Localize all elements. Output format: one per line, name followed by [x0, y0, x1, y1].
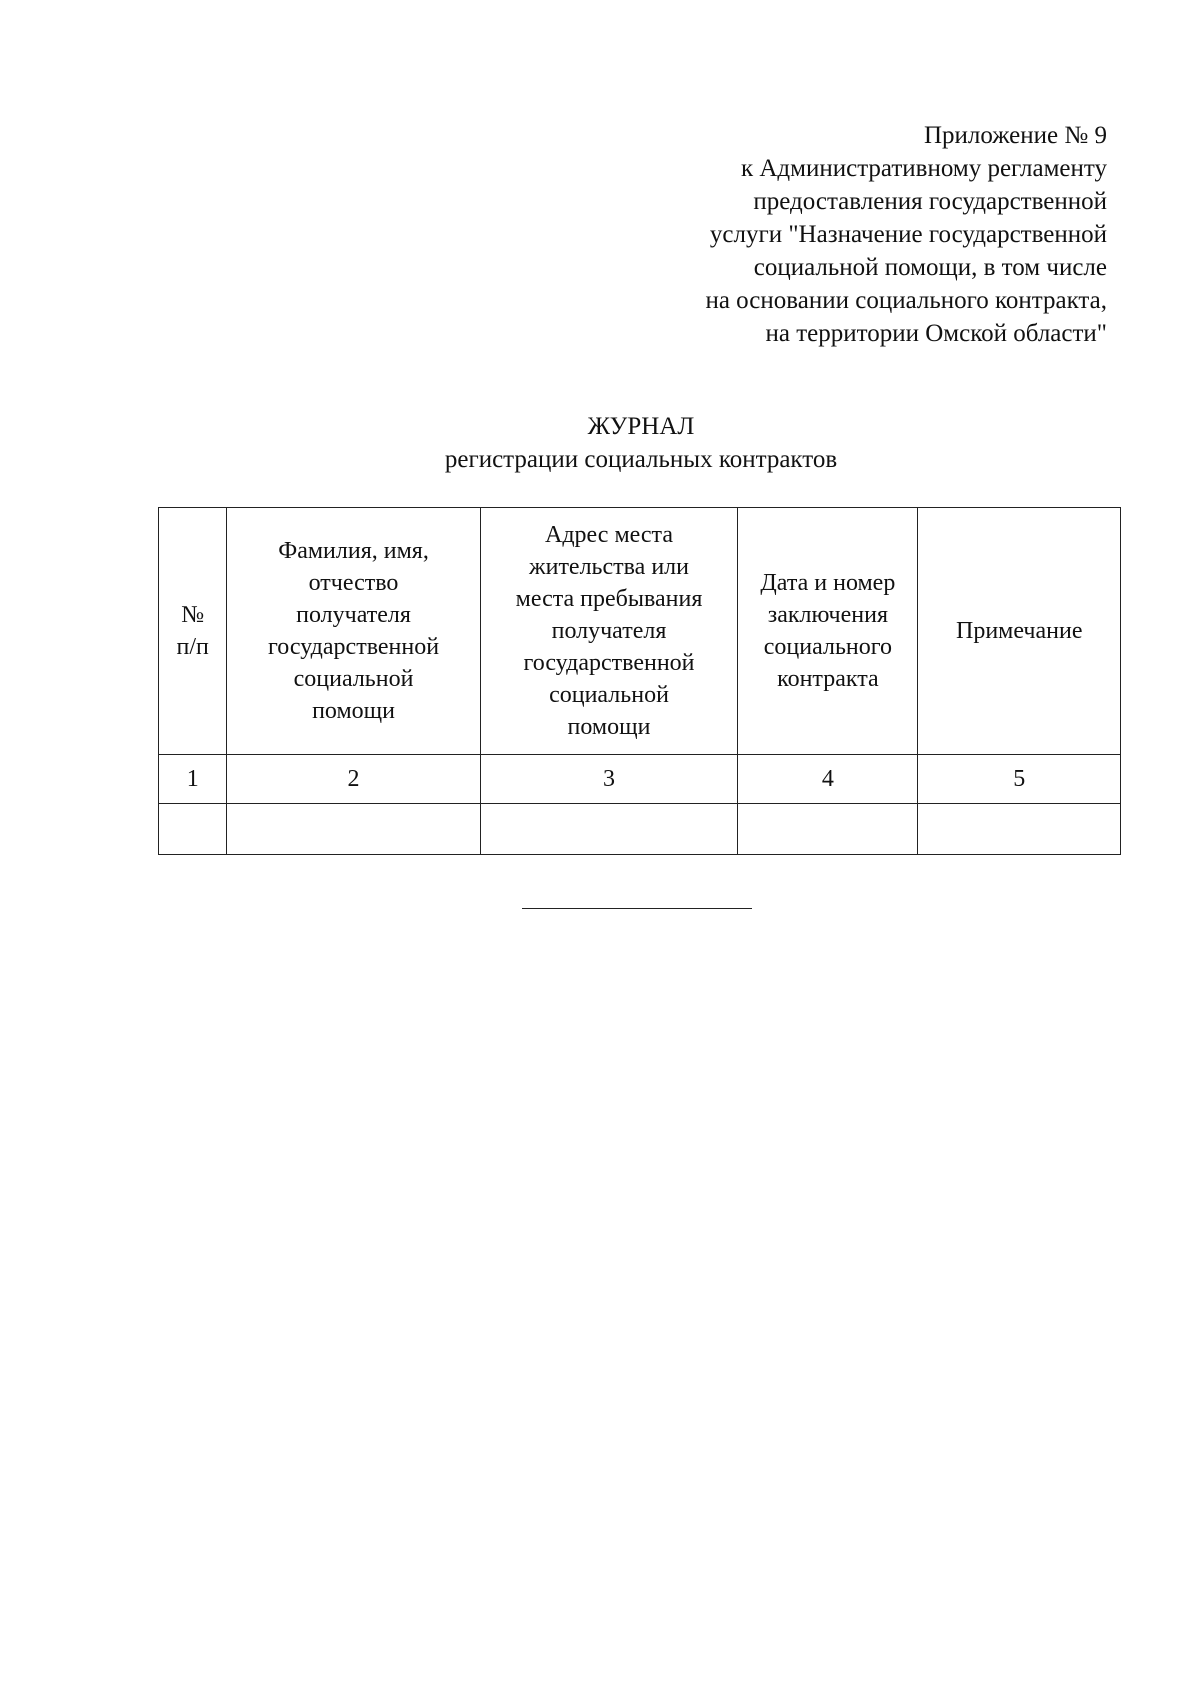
header-line: помощи — [567, 714, 651, 740]
closing-rule — [522, 908, 752, 909]
header-line: Примечание — [955, 618, 1083, 644]
appendix-reference — [547, 119, 1107, 350]
empty-cell — [738, 804, 918, 855]
header-line: п/п — [176, 634, 209, 660]
appendix-line: услуги "Назначение государственной — [709, 221, 1107, 248]
appendix-line: на территории Омской области" — [765, 320, 1107, 347]
header-line: места пребывания — [515, 586, 703, 612]
header-line: социальной — [549, 682, 669, 708]
header-line: № — [181, 602, 205, 628]
appendix-line: социальной помощи, в том числе — [753, 254, 1107, 281]
header-line: получателя — [551, 618, 667, 644]
header-line: Дата и номер — [760, 570, 896, 596]
header-line: помощи — [312, 698, 395, 724]
journal-table — [158, 507, 1121, 855]
journal-subtitle: регистрации социальных контрактов — [444, 446, 838, 473]
table-header-row — [159, 508, 1121, 755]
header-line: Адрес места — [545, 522, 673, 548]
header-line: государственной — [268, 634, 440, 660]
table-row — [159, 804, 1121, 855]
column-number-cell: 3 — [480, 755, 738, 804]
appendix-line: Приложение № 9 — [923, 122, 1107, 149]
column-number-cell: 4 — [738, 755, 918, 804]
appendix-line: к Административному регламенту — [740, 155, 1107, 182]
column-number-row — [159, 755, 1121, 804]
empty-cell — [918, 804, 1121, 855]
appendix-line: предоставления государственной — [753, 188, 1107, 215]
header-line: Фамилия, имя, — [278, 538, 429, 564]
header-cell-address — [480, 508, 738, 755]
header-cell-contract-date-number — [738, 508, 918, 755]
header-line: отчество — [308, 570, 399, 596]
header-line: социальной — [293, 666, 414, 692]
appendix-line: на основании социального контракта, — [705, 287, 1107, 314]
header-cell-note — [918, 508, 1121, 755]
header-line: заключения — [767, 602, 888, 628]
header-line: жительства или — [529, 554, 689, 580]
header-cell-number — [159, 508, 227, 755]
column-number-cell: 2 — [227, 755, 480, 804]
header-line: контракта — [777, 666, 879, 692]
header-line: получателя — [296, 602, 411, 628]
header-cell-full-name — [227, 508, 480, 755]
journal-title: ЖУРНАЛ — [587, 413, 695, 440]
empty-cell — [159, 804, 227, 855]
empty-cell — [227, 804, 480, 855]
header-line: государственной — [523, 650, 695, 676]
column-number-cell: 1 — [159, 755, 227, 804]
header-line: социального — [763, 634, 892, 660]
column-number-cell: 5 — [918, 755, 1121, 804]
empty-cell — [480, 804, 738, 855]
